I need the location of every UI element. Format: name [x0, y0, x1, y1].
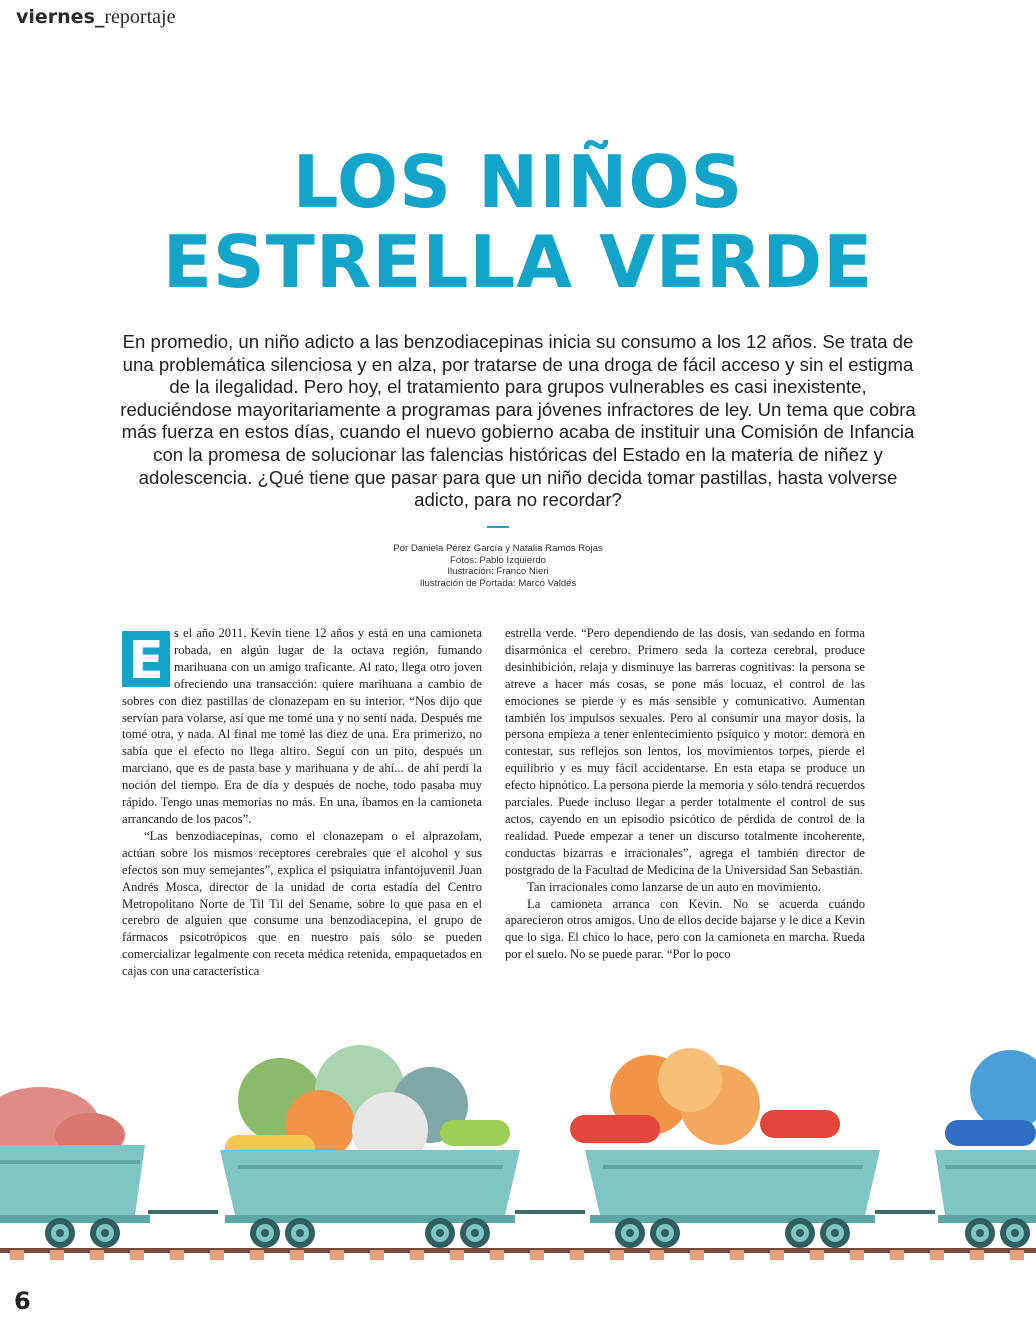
article-column-left [122, 625, 482, 980]
paragraph-3: estrella verde. “Pero dependiendo de las dosis, van sedando en forma disarmónica el cerebro. Primero seda la corteza cerebral, produce desinhibición, relaja y disminuye las barreras cognitivas: la persona se atreve a hacer más cosas, se pone más locuaz, el control de las emociones se pierde y es más sensible y comunicativo. Aumentan también los impulsos sexuales. Pero al consumir una mayor dosis, la persona empieza a tener enlentecimiento psíquico y motor: demora en contestar, sus reflejos son lentos, los movimientos torpes, pierde el equilibrio y es muy fácil accidentarse. En esta etapa se produce un efecto hipnótico. La persona pierde la memoria y sólo tendrá recuerdos parciales. Puede incluso llegar a perder totalmente el control de sus actos, cayendo en un episodio psicótico de pérdida de control de la realidad. Puede empezar a tener un discurso totalmente incoherente, conductas bizarras e irracionales”, agrega el también director de postgrado de la Facultad de Medicina de la Universidad San Sebastián. [505, 626, 865, 877]
credit-photos: Fotos: Pablo Izquierdo [450, 554, 546, 566]
separator-dash [487, 526, 509, 528]
credit-illustration: Ilustración: Franco Nieri [447, 566, 549, 578]
title-line-1: LOS NIÑOS [292, 140, 744, 224]
section-label-strong: viernes_ [16, 6, 105, 28]
section-label-light: reportaje [104, 6, 176, 28]
paragraph-1: s el año 2011. Kevin tiene 12 años y está en una camioneta robada, en algún lugar de la octava región, fumando marihuana con un amigo traficante. Al rato, llega otro joven ofreciendo una transacción: quiere marihuana a cambio de sobres con diez pastillas de clonazepam en su interior. “Nos dijo que servían para volarse, así que me tomé una y no sentí nada. Después me tomé otra, y nada. Al final me tomé las diez de una. Era primerizo, no sabía que el efecto no llega altiro. Seguí con un pito, después un marciano, que es de pasta base y marihuana y de ahí... de ahí perdí la noción del tiempo. Era de día y después de noche, todo pasaba muy rápido. Tengo unas memorias no más. En una, íbamos en la camioneta arrancando de los pacos”. [122, 626, 482, 826]
article-credits [0, 543, 996, 589]
wagon-4 [935, 1050, 1036, 1248]
article-column-right [505, 625, 865, 963]
paragraph-4: Tan irracionales como lanzarse de un auto en movimiento. [527, 879, 821, 894]
wagon-1 [0, 1087, 150, 1248]
page-number: 6 [14, 1287, 31, 1315]
paragraph-5: La camioneta arranca con Kevin. No se acuerda cuándo aparecieron otros amigos. Uno de ellos decide bajarse y le dice a Kevin que lo siga. El chico lo hace, pero con la camioneta en marcha. Rueda por el suelo. No se puede parar. “Por lo poco [505, 896, 865, 962]
credit-cover: Ilustración de Portada: Marco Valdés [419, 577, 577, 589]
section-label [16, 6, 175, 29]
wagon-2 [220, 1045, 520, 1248]
article-lede: En promedio, un niño adicto a las benzodiacepinas inicia su consumo a los 12 años. Se trata de una problemática silenciosa y en alza, por tratarse de una droga de fácil acceso y sin el estigma de la ilegalidad. Pero hoy, el tratamiento para grupos vulnerables es casi inexistente, reduciéndose mayoritariamente a programas para jóvenes infractores de ley. Un tema que cobra más fuerza en estos días, cuando el nuevo gobierno acaba de instituir una Comisión de Infancia con la promesa de solucionar las falencias históricas del Estado en la materia de niñez y adolescencia. ¿Qué tiene que pasar para que un niño decida tomar pastillas, hasta volverse adicto, para no recordar? [120, 331, 916, 511]
paragraph-2: “Las benzodiacepinas, como el clonazepam o el alprazolam, actúan sobre los mismos receptores cerebrales que el alcohol y sus efectos son muy semejantes”, explica el psiquiatra infantojuvenil Juan Andrés Mosca, director de la unidad de corta estadía del Centro Metropolitano Norte de Til Til del Sename, sobre lo que pasa en el cerebro de alguien que consume una benzodiacepina, el grupo de fármacos psicotrópicos que en nuestro país sólo se pueden comercializar legalmente con receta médica retenida, empaquetados en cajas con una característica [122, 828, 482, 979]
drop-cap: E [122, 631, 170, 687]
credit-authors: Por Daniela Pérez García y Natalia Ramos Rojas [393, 543, 603, 554]
title-line-2: ESTRELLA VERDE [162, 220, 874, 304]
article-title [0, 142, 1036, 302]
train-of-pills-illustration [0, 1010, 1036, 1286]
wagon-3 [570, 1048, 880, 1248]
